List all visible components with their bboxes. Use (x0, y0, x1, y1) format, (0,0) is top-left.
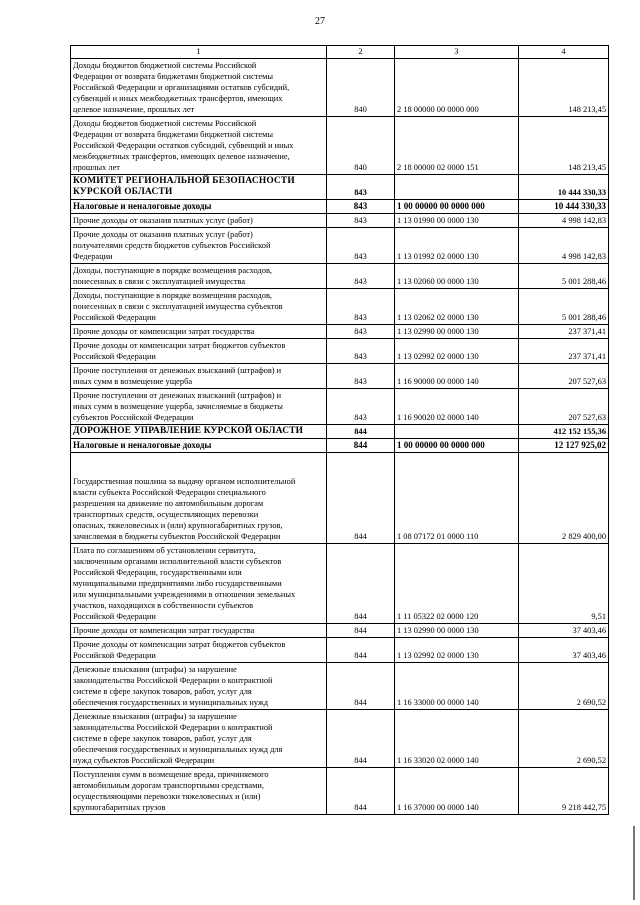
admin-code-cell: 843 (327, 175, 395, 200)
revenue-name-line: иных сумм в возмещение ущерба (73, 377, 193, 386)
table-row (71, 325, 609, 339)
table-row (71, 663, 609, 710)
revenue-name-line: прошлых лет (73, 163, 120, 172)
revenue-name-line: целевое назначение, прошлых лет (73, 105, 195, 114)
revenue-code-cell: 1 16 90000 00 0000 140 (395, 364, 519, 389)
amount-cell: 2 690,52 (519, 710, 609, 768)
revenue-name-line: опасных, тяжеловесных и (или) крупногабаритных грузов, (73, 521, 283, 530)
revenue-name-line: Доходы, поступающие в порядке возмещения расходов, (73, 291, 272, 300)
revenue-name-cell (71, 768, 327, 815)
amount-cell: 37 403,46 (519, 624, 609, 638)
table-row (71, 339, 609, 364)
table-row (71, 638, 609, 663)
revenue-name-cell (71, 264, 327, 289)
table-row (71, 710, 609, 768)
revenue-name-line: иных сумм в возмещение ущерба, зачисляемые в бюджеты (73, 402, 283, 411)
revenue-name-line: Прочие доходы от компенсации затрат государства (73, 327, 255, 336)
revenue-code-cell: 1 16 33000 00 0000 140 (395, 663, 519, 710)
revenue-name-line: Прочие доходы от оказания платных услуг (работ) (73, 230, 253, 239)
revenue-name-cell (71, 200, 327, 214)
table-row (71, 59, 609, 117)
revenue-code-cell: 1 16 33020 02 0000 140 (395, 710, 519, 768)
table-row (71, 768, 609, 815)
revenue-name-line: Федерации от возврата бюджетами бюджетной системы (73, 130, 274, 139)
amount-cell: 10 444 330,33 (519, 200, 609, 214)
admin-code-cell: 844 (327, 638, 395, 663)
amount-cell: 37 403,46 (519, 638, 609, 663)
revenue-code-cell: 1 00 00000 00 0000 000 (395, 439, 519, 453)
admin-code-cell: 844 (327, 425, 395, 439)
revenue-name-cell (71, 389, 327, 425)
revenue-name-line: Российской Федерации (73, 352, 156, 361)
revenue-name-cell (71, 175, 327, 200)
amount-cell: 237 371,41 (519, 339, 609, 364)
revenue-code-cell: 1 13 02992 02 0000 130 (395, 339, 519, 364)
table-row (71, 389, 609, 425)
admin-code-cell: 843 (327, 214, 395, 228)
revenue-name-line (73, 454, 324, 465)
revenue-name-line: Доходы бюджетов бюджетной системы Российской (73, 61, 257, 70)
page-number: 27 (315, 16, 325, 27)
revenue-name-cell (71, 638, 327, 663)
revenue-code-cell: 1 13 01990 00 0000 130 (395, 214, 519, 228)
revenue-name-line: КОМИТЕТ РЕГИОНАЛЬНОЙ БЕЗОПАСНОСТИ (73, 176, 295, 186)
amount-cell: 12 127 925,02 (519, 439, 609, 453)
admin-code-cell: 844 (327, 768, 395, 815)
admin-code-cell: 843 (327, 364, 395, 389)
admin-code-cell: 844 (327, 439, 395, 453)
revenue-name-line: Государственная пошлина за выдачу органом исполнительной (73, 477, 296, 486)
revenue-name-line: Федерации от возврата бюджетами бюджетной системы (73, 72, 274, 81)
admin-code-cell: 844 (327, 710, 395, 768)
admin-code-cell: 844 (327, 624, 395, 638)
admin-code-cell: 844 (327, 544, 395, 624)
column-header-2: 2 (327, 46, 395, 59)
revenue-table (70, 45, 609, 815)
amount-cell: 2 829 400,00 (519, 453, 609, 544)
revenue-code-cell: 2 18 00000 00 0000 000 (395, 59, 519, 117)
revenue-name-line: Поступления сумм в возмещение вреда, причиняемого (73, 770, 269, 779)
admin-code-cell: 843 (327, 325, 395, 339)
amount-cell: 5 001 288,46 (519, 289, 609, 325)
revenue-name-cell (71, 289, 327, 325)
table-body (71, 59, 609, 815)
revenue-name-line: Российской Федерации (73, 651, 156, 660)
revenue-code-cell (395, 425, 519, 439)
revenue-code-cell: 2 18 00000 02 0000 151 (395, 117, 519, 175)
revenue-name-line: власти субъекта Российской Федерации специального (73, 488, 266, 497)
revenue-name-line: межбюджетных трансфертов, имеющих целевое назначение, (73, 152, 290, 161)
amount-cell: 2 690,52 (519, 663, 609, 710)
revenue-name-cell (71, 453, 327, 544)
revenue-name-line: Российской Федерации (73, 313, 156, 322)
table-row (71, 117, 609, 175)
column-header-4: 4 (519, 46, 609, 59)
revenue-name-line: Доходы бюджетов бюджетной системы Российской (73, 119, 257, 128)
admin-code-cell: 840 (327, 117, 395, 175)
amount-cell: 4 998 142,83 (519, 214, 609, 228)
revenue-name-line: Налоговые и неналоговые доходы (73, 201, 212, 211)
revenue-name-line: Федерации (73, 252, 113, 261)
revenue-code-cell: 1 13 02990 00 0000 130 (395, 325, 519, 339)
revenue-name-cell (71, 117, 327, 175)
revenue-name-line: Денежные взыскания (штрафы) за нарушение (73, 712, 237, 721)
revenue-name-line: получателями средств бюджетов субъектов Российской (73, 241, 271, 250)
column-header-1: 1 (71, 46, 327, 59)
revenue-name-cell (71, 364, 327, 389)
revenue-name-cell (71, 663, 327, 710)
amount-cell: 9,51 (519, 544, 609, 624)
admin-code-cell: 843 (327, 289, 395, 325)
admin-code-cell: 844 (327, 663, 395, 710)
amount-cell: 237 371,41 (519, 325, 609, 339)
table-row (71, 364, 609, 389)
revenue-name-line: законодательства Российской Федерации о контрактной (73, 723, 273, 732)
amount-cell: 4 998 142,83 (519, 228, 609, 264)
admin-code-cell: 844 (327, 453, 395, 544)
revenue-name-line: Российской Федерации остатков субсидий, субвенций и иных (73, 141, 294, 150)
revenue-name-line: субвенций и иных межбюджетных трансфертов, имеющих (73, 94, 283, 103)
revenue-name-line: Доходы, поступающие в порядке возмещения расходов, (73, 266, 272, 275)
revenue-name-line: муниципальными предприятиями либо государственными (73, 579, 282, 588)
admin-code-cell: 843 (327, 264, 395, 289)
revenue-name-cell (71, 214, 327, 228)
admin-code-cell: 843 (327, 389, 395, 425)
revenue-name-line: Российской Федерации (73, 612, 156, 621)
table-row (71, 228, 609, 264)
revenue-name-line: Плата по соглашениям об установлении сервитута, (73, 546, 256, 555)
revenue-name-line: автомобильным дорогам транспортными средствами, (73, 781, 264, 790)
revenue-name-line: крупногабаритных грузов (73, 803, 166, 812)
revenue-name-line: системе в сфере закупок товаров, работ, услуг для (73, 734, 252, 743)
revenue-name-line: Российской Федерации, государственными или (73, 568, 242, 577)
revenue-name-cell (71, 228, 327, 264)
revenue-code-cell (395, 175, 519, 200)
table-row (71, 264, 609, 289)
revenue-name-line: системе в сфере закупок товаров, работ, услуг для (73, 687, 252, 696)
revenue-name-line: зачисляемая в бюджеты субъектов Российской Федерации (73, 532, 281, 541)
table-row (71, 200, 609, 214)
admin-code-cell: 843 (327, 228, 395, 264)
revenue-name-line: Прочие доходы от компенсации затрат государства (73, 626, 255, 635)
revenue-name-line: понесенных в связи с эксплуатацией имущества субъектов (73, 302, 283, 311)
revenue-name-line: законодательства Российской Федерации о контрактной (73, 676, 273, 685)
revenue-name-line: Прочие доходы от компенсации затрат бюджетов субъектов (73, 341, 286, 350)
revenue-name-cell (71, 544, 327, 624)
revenue-name-line: Прочие доходы от оказания платных услуг (работ) (73, 216, 253, 225)
table-row (71, 175, 609, 200)
revenue-code-cell: 1 13 02060 00 0000 130 (395, 264, 519, 289)
margin-mark (633, 826, 635, 900)
revenue-name-line: КУРСКОЙ ОБЛАСТИ (73, 187, 173, 197)
revenue-code-cell: 1 16 37000 00 0000 140 (395, 768, 519, 815)
revenue-name-line: Прочие доходы от компенсации затрат бюджетов субъектов (73, 640, 286, 649)
revenue-name-cell (71, 624, 327, 638)
table-header-row (71, 46, 609, 59)
revenue-name-line: субъектов Российской Федерации (73, 413, 194, 422)
table-row (71, 214, 609, 228)
revenue-name-line: заключенным органами исполнительной власти субъектов (73, 557, 282, 566)
revenue-code-cell: 1 11 05322 02 0000 120 (395, 544, 519, 624)
revenue-code-cell: 1 13 02990 00 0000 130 (395, 624, 519, 638)
amount-cell: 148 213,45 (519, 117, 609, 175)
revenue-name-line: Налоговые и неналоговые доходы (73, 440, 212, 450)
table-row (71, 624, 609, 638)
revenue-code-cell: 1 00 00000 00 0000 000 (395, 200, 519, 214)
admin-code-cell: 843 (327, 200, 395, 214)
revenue-name-line: нужд субъектов Российской Федерации (73, 756, 215, 765)
revenue-code-cell: 1 13 01992 02 0000 130 (395, 228, 519, 264)
revenue-name-line (73, 465, 324, 476)
revenue-code-cell: 1 13 02062 02 0000 130 (395, 289, 519, 325)
table-row (71, 289, 609, 325)
table-row (71, 425, 609, 439)
amount-cell: 207 527,63 (519, 364, 609, 389)
revenue-name-cell (71, 325, 327, 339)
table-row (71, 544, 609, 624)
revenue-name-cell (71, 339, 327, 364)
revenue-code-cell: 1 13 02992 02 0000 130 (395, 638, 519, 663)
amount-cell: 412 152 155,36 (519, 425, 609, 439)
revenue-code-cell: 1 16 90020 02 0000 140 (395, 389, 519, 425)
revenue-code-cell: 1 08 07172 01 0000 110 (395, 453, 519, 544)
revenue-name-line: обеспечения государственных и муниципальных нужд (73, 698, 268, 707)
revenue-name-line: обеспечения государственных и муниципальных нужд для (73, 745, 283, 754)
revenue-name-line: Российской Федерации и организациями остатков субсидий, (73, 83, 290, 92)
column-header-3: 3 (395, 46, 519, 59)
table-row (71, 439, 609, 453)
revenue-name-line: участков, находящихся в собственности субъектов (73, 601, 254, 610)
revenue-name-line: Прочие поступления от денежных взысканий (штрафов) и (73, 391, 282, 400)
revenue-name-cell (71, 439, 327, 453)
admin-code-cell: 840 (327, 59, 395, 117)
revenue-name-line: Денежные взыскания (штрафы) за нарушение (73, 665, 237, 674)
admin-code-cell: 843 (327, 339, 395, 364)
revenue-name-line: понесенных в связи с эксплуатацией имущества (73, 277, 246, 286)
revenue-name-line: или муниципальными учреждениями в отношении земельных (73, 590, 296, 599)
amount-cell: 5 001 288,46 (519, 264, 609, 289)
revenue-name-cell (71, 59, 327, 117)
revenue-name-line: осуществляющими перевозки тяжеловесных и (или) (73, 792, 261, 801)
revenue-name-cell (71, 710, 327, 768)
revenue-name-line: ДОРОЖНОЕ УПРАВЛЕНИЕ КУРСКОЙ ОБЛАСТИ (73, 426, 304, 436)
table-row (71, 453, 609, 544)
revenue-name-line: Прочие поступления от денежных взысканий (штрафов) и (73, 366, 282, 375)
amount-cell: 10 444 330,33 (519, 175, 609, 200)
revenue-name-cell (71, 425, 327, 439)
amount-cell: 9 218 442,75 (519, 768, 609, 815)
revenue-name-line: разрешения на движение по автомобильным дорогам (73, 499, 264, 508)
amount-cell: 207 527,63 (519, 389, 609, 425)
revenue-name-line: транспортных средств, осуществляющих перевозки (73, 510, 259, 519)
amount-cell: 148 213,45 (519, 59, 609, 117)
